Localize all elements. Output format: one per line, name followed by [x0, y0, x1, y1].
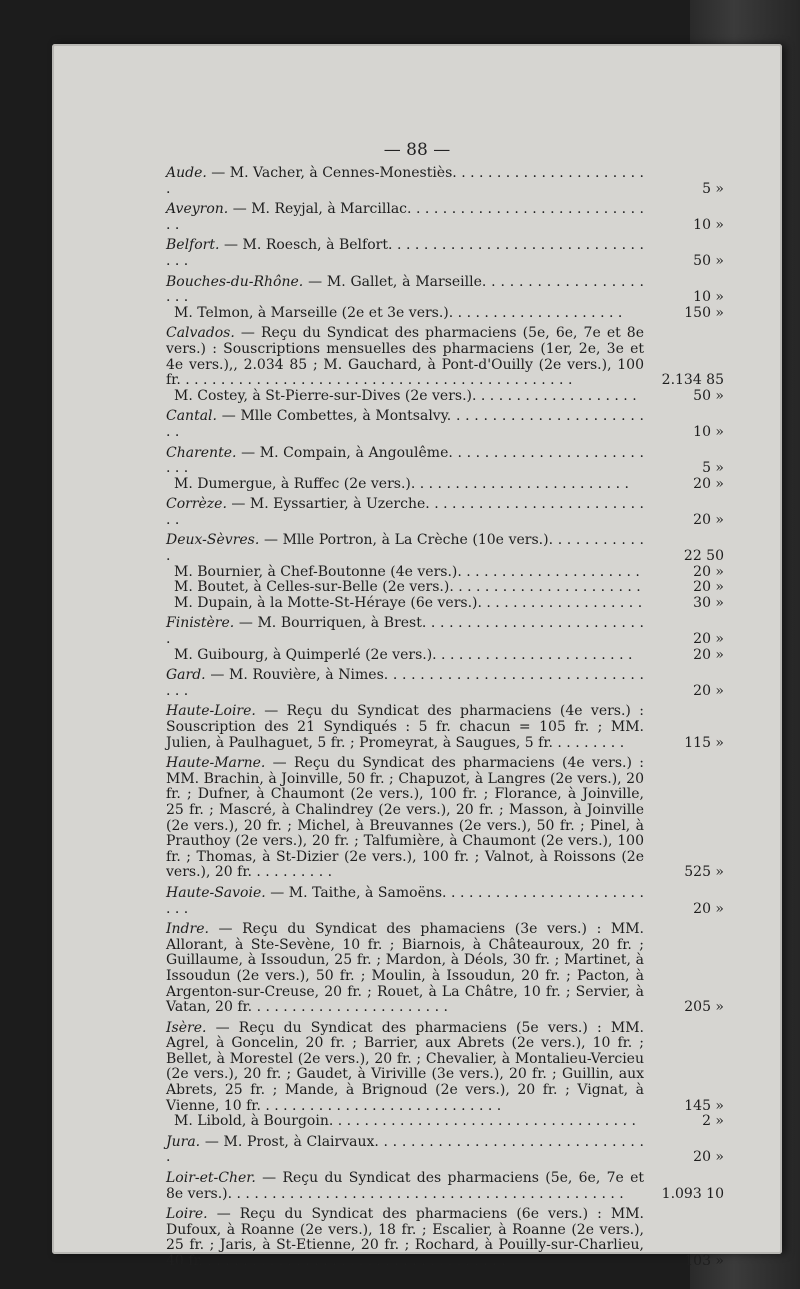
department-name: Haute-Loire.	[166, 703, 256, 720]
entry-text	[166, 886, 654, 917]
entry-text	[166, 704, 654, 751]
entry-body: — M. Rouvière, à Nimes. . . . . . . . . . . . . . . . . . . . . . . . . . . . . . . .	[166, 667, 644, 699]
list-item	[166, 326, 726, 404]
entry-row	[166, 1171, 726, 1202]
amount: 103 »	[684, 1253, 724, 1269]
amount: 205 »	[684, 999, 724, 1016]
entry-body: — Reçu du Syndicat des pharmaciens (4e vers.) : MM. Brachin, à Joinville, 50 fr. ; Chapuzot, à Langres (2e vers.), 20 fr. ; Dufner, à Chaumont (2e vers.), 100 fr. ; Florance, à Joinville, 25 fr. ; Mascré, à Chalindrey (2e vers.), 20 fr. ; Masson, à Joinville (2e vers.), 20 fr. ; Michel, à Breuvannes (2e vers.), 50 fr. ; Pinel, à Prauthoy (2e vers.), 20 fr. ; Talfumière, à Chaumont (2e vers.), 100 fr. ; Thomas, à St-Dizier (2e vers.), 100 fr. ; Valnot, à Roissons (2e vers.), 20 fr. . . . . . . . . .	[166, 755, 644, 881]
entry-body: — M. Roesch, à Belfort. . . . . . . . . . . . . . . . . . . . . . . . . . . . . . . .	[166, 237, 644, 269]
sub-entry-row	[166, 596, 726, 612]
list-item	[166, 616, 726, 663]
entry-row	[166, 166, 726, 197]
department-name: Haute-Marne.	[166, 755, 266, 772]
department-name: Isère.	[166, 1019, 207, 1036]
entry-body: — M. Bourriquen, à Brest. . . . . . . . . . . . . . . . . . . . . . . . . .	[166, 615, 644, 648]
entry-body: — M. Gallet, à Marseille. . . . . . . . . . . . . . . . . . . . .	[166, 273, 644, 306]
amount: 20 »	[693, 511, 724, 528]
list-item	[166, 886, 726, 917]
entry-row	[166, 1207, 726, 1269]
department-name: Belfort.	[166, 237, 220, 254]
entry-body: — M. Prost, à Clairvaux. . . . . . . . . . . . . . . . . . . . . . . . . . . . . . .	[166, 1133, 644, 1166]
department-name: Gard.	[166, 667, 206, 684]
list-item	[166, 1021, 726, 1130]
entry-row	[166, 533, 726, 564]
amount: 10 »	[693, 289, 724, 306]
amount: 50 »	[693, 252, 724, 269]
department-name: Loire.	[166, 1206, 208, 1223]
entry-text	[166, 326, 654, 388]
list-item	[166, 1135, 726, 1166]
entry-row	[166, 704, 726, 751]
entry-row	[166, 756, 726, 881]
department-name: Finistère.	[166, 615, 235, 632]
department-name: Charente.	[166, 444, 237, 461]
entry-body: — Mlle Combettes, à Montsalvy. . . . . . . . . . . . . . . . . . . . . . . .	[166, 408, 644, 440]
entry-body: — Reçu du Syndicat des pharmaciens (4e vers.) : Souscription des 21 Syndiqués : 5 fr. chacun = 105 fr. ; MM. Julien, à Paulhaguet, 5 fr. ; Promeyrat, à Saugues, 5 fr. . . . . . . . .	[166, 703, 644, 751]
entry-text	[166, 409, 654, 440]
list-item	[166, 275, 726, 322]
amount: 5 »	[702, 180, 724, 197]
entry-body: — M. Reyjal, à Marcillac. . . . . . . . . . . . . . . . . . . . . . . . . . . . .	[166, 201, 644, 233]
amount: 2 »	[702, 1113, 724, 1130]
entry-text	[166, 533, 654, 564]
entry-body: — M. Compain, à Angoulême. . . . . . . . . . . . . . . . . . . . . . . . .	[166, 444, 644, 477]
entry-text	[166, 202, 654, 233]
entry-text	[166, 1021, 654, 1115]
list-item	[166, 497, 726, 528]
entry-row	[166, 886, 726, 917]
sub-entry-text: M. Bournier, à Chef-Boutonne (4e vers.). . . . . . . . . . . . . . . . . . . . .	[174, 563, 640, 580]
amount: 10 »	[693, 216, 724, 233]
amount: 2.134 85	[661, 372, 724, 389]
sub-entry-row	[166, 306, 726, 322]
entry-body: — M. Eyssartier, à Uzerche. . . . . . . . . . . . . . . . . . . . . . . . . . .	[166, 496, 644, 528]
entry-row	[166, 497, 726, 528]
list-item	[166, 238, 726, 269]
entry-row	[166, 275, 726, 306]
sub-entry-row	[166, 580, 726, 596]
list-item	[166, 668, 726, 699]
list-item	[166, 1171, 726, 1202]
entry-row	[166, 409, 726, 440]
entry-text	[166, 275, 654, 306]
list-item	[166, 756, 726, 881]
sub-entry-text: M. Guibourg, à Quimperlé (2e vers.). . . . . . . . . . . . . . . . . . . . . . .	[174, 646, 633, 663]
amount: 30 »	[693, 594, 724, 611]
entry-text	[166, 1207, 654, 1269]
subscription-list	[166, 166, 726, 1275]
department-name: Corrèze.	[166, 496, 227, 513]
entry-text	[166, 238, 654, 269]
entry-row	[166, 616, 726, 647]
entry-row	[166, 922, 726, 1016]
department-name: Indre.	[166, 921, 209, 938]
list-item	[166, 533, 726, 611]
entry-body: — Reçu du Syndicat des pharmaciens (5e, 6e, 7e et 8e vers.) : Souscriptions mensuelles des pharmaciens (1er, 2e, 3e et 4e vers.),, 2.034 85 ; M. Gauchard, à Pont-d'Ouilly (2e vers.), 100 fr. . . . . . . . . . . . . . . . . . . . . . . . . . . . . . . . . . . . . . . . . . . . .	[166, 325, 644, 389]
sub-entry-row	[166, 565, 726, 581]
sub-entry-text: M. Costey, à St-Pierre-sur-Dives (2e vers.). . . . . . . . . . . . . . . . . . .	[174, 387, 637, 404]
entry-text	[166, 1135, 654, 1166]
amount: 145 »	[684, 1097, 724, 1114]
entry-row	[166, 668, 726, 699]
sub-entry-text: M. Boutet, à Celles-sur-Belle (2e vers.). . . . . . . . . . . . . . . . . . . . . .	[174, 579, 641, 596]
entry-text	[166, 166, 654, 197]
entry-row	[166, 326, 726, 388]
entry-body: — Reçu du Syndicat des pharmaciens (5e vers.) : MM. Agrel, à Goncelin, 20 fr. ; Barrier, aux Abrets (2e vers.), 10 fr. ; Bellet, à Morestel (2e vers.), 20 fr. ; Chevalier, à Montalieu-Vercieu (2e vers.), 20 fr. ; Gaudet, à Viriville (3e vers.), 20 fr. ; Guillin, aux Abrets, 25 fr. ; Mande, à Brignoud (2e vers.), 20 fr. ; Vignat, à Vienne, 10 fr. . . . . . . . . . . . . . . . . . . . . . . . . . . .	[166, 1019, 644, 1114]
amount: 22 50	[683, 548, 724, 565]
entry-text	[166, 922, 654, 1016]
department-name: Jura.	[166, 1133, 201, 1150]
sub-entry-text: M. Libold, à Bourgoin. . . . . . . . . . . . . . . . . . . . . . . . . . . . . . . . . . .	[174, 1113, 636, 1130]
amount: 20 »	[693, 563, 724, 580]
amount: 525 »	[684, 864, 724, 881]
department-name: Aveyron.	[166, 201, 229, 218]
entry-text	[166, 756, 654, 881]
sub-entry-row	[166, 477, 726, 493]
sub-entry-row	[166, 389, 726, 405]
entry-row	[166, 1135, 726, 1166]
sub-entry-text: M. Dupain, à la Motte-St-Héraye (6e vers.). . . . . . . . . . . . . . . . . . .	[174, 594, 643, 611]
entry-text	[166, 616, 654, 647]
department-name: Cantal.	[166, 408, 217, 425]
entry-body: — M. Taithe, à Samoëns. . . . . . . . . . . . . . . . . . . . . . . . . .	[166, 884, 644, 917]
list-item	[166, 202, 726, 233]
list-item	[166, 704, 726, 751]
amount: 20 »	[693, 900, 724, 917]
entry-body: — Reçu du Syndicat des pharmaciens (5e, 6e, 7e et 8e vers.). . . . . . . . . . . . . . . . . . . . . . . . . . . . . . . . . . . . . . . . . . . . .	[166, 1170, 644, 1202]
amount: 20 »	[693, 1149, 724, 1166]
amount: 150 »	[684, 304, 724, 321]
department-name: Deux-Sèvres.	[166, 532, 260, 549]
entry-text	[166, 446, 654, 477]
list-item	[166, 446, 726, 493]
entry-row	[166, 202, 726, 233]
amount: 5 »	[702, 460, 724, 477]
amount: 20 »	[693, 579, 724, 596]
department-name: Haute-Savoie.	[166, 884, 266, 901]
entry-row	[166, 1021, 726, 1115]
entry-body: — Mlle Portron, à La Crèche (10e vers.). . . . . . . . . . . .	[166, 532, 644, 565]
department-name: Loir-et-Cher.	[166, 1170, 256, 1187]
list-item	[166, 409, 726, 440]
entry-body: — M. Vacher, à Cennes-Monestiès. . . . . . . . . . . . . . . . . . . . . . .	[166, 165, 644, 197]
page-number: — 88 —	[383, 140, 451, 160]
department-name: Bouches-du-Rhône.	[166, 273, 304, 290]
sub-entry-text: M. Dumergue, à Ruffec (2e vers.). . . . . . . . . . . . . . . . . . . . . . . . .	[174, 475, 629, 492]
entry-text	[166, 1171, 654, 1202]
amount: 50 »	[693, 387, 724, 404]
department-name: Aude.	[166, 165, 207, 181]
amount: 20 »	[693, 631, 724, 648]
list-item	[166, 166, 726, 197]
sub-entry-row	[166, 1114, 726, 1130]
entry-body: — Reçu du Syndicat des pharmaciens (6e vers.) : MM. Dufoux, à Roanne (2e vers.), 18 fr. ; Escalier, à Roanne (2e vers.), 25 fr. ; Jaris, à St-Etienne, 20 fr. ; Rochard, à Pouilly-sur-Charlieu, 40 fr. . . . . . . . . . . . . . . . . . . . . . . . . . . . . . . . . . .	[166, 1206, 644, 1269]
amount: 20 »	[693, 646, 724, 663]
entry-row	[166, 238, 726, 269]
sub-entry-row	[166, 648, 726, 664]
entry-body: — Reçu du Syndicat des phamaciens (3e vers.) : MM. Allorant, à Ste-Sevène, 10 fr. ; Biarnois, à Châteauroux, 20 fr. ; Guillaume, à Issoudun, 25 fr. ; Mardon, à Déols, 30 fr. ; Martinet, à Issoudun (2e vers.), 50 fr. ; Moulin, à Issoudun, 20 fr. ; Pacton, à Argenton-sur-Creuse, 20 fr. ; Rouet, à La Châtre, 10 fr. ; Servier, à Vatan, 20 fr. . . . . . . . . . . . . . . . . . . . . . .	[166, 921, 644, 1016]
list-item	[166, 922, 726, 1016]
amount: 115 »	[684, 734, 724, 751]
amount: 10 »	[693, 423, 724, 440]
department-name: Calvados.	[166, 325, 235, 342]
amount: 1.093 10	[661, 1185, 724, 1202]
amount: 20 »	[693, 682, 724, 699]
sub-entry-text: M. Telmon, à Marseille (2e et 3e vers.). . . . . . . . . . . . . . . . . . . .	[174, 304, 623, 321]
list-item	[166, 1207, 726, 1269]
entry-row	[166, 446, 726, 477]
entry-text	[166, 497, 654, 528]
entry-text	[166, 668, 654, 699]
amount: 20 »	[693, 475, 724, 492]
